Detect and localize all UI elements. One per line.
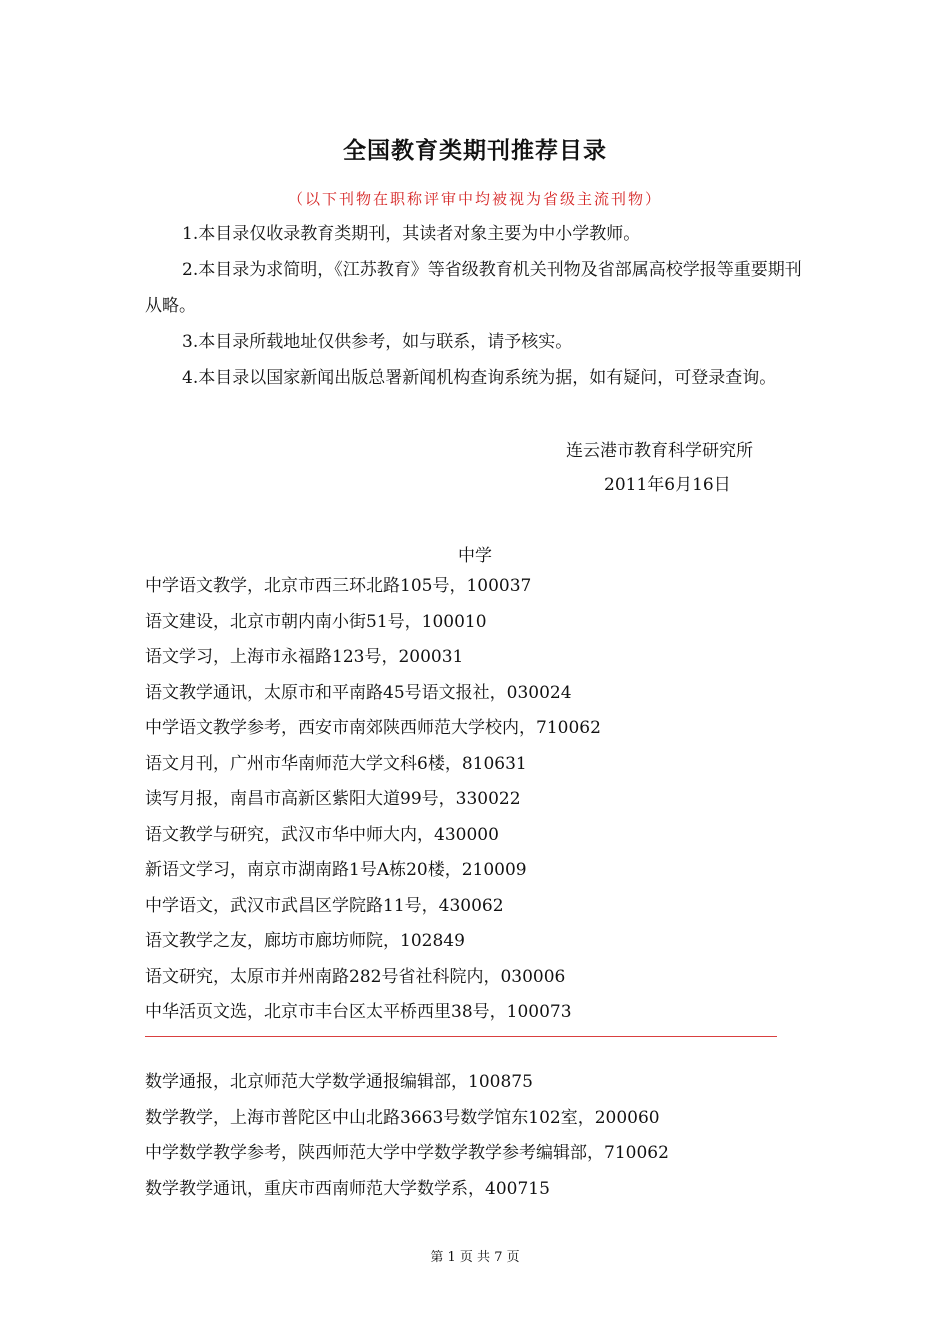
list-item: 数学通报，北京师范大学数学通报编辑部，100875 [145, 1072, 533, 1092]
section-divider [145, 1036, 777, 1037]
signature-organization: 连云港市教育科学研究所 [566, 441, 753, 461]
note-paragraph: 4.本目录以国家新闻出版总署新闻机构查询系统为据，如有疑问，可登录查询。 [182, 368, 777, 388]
list-item: 新语文学习，南京市湖南路1号A栋20楼，210009 [145, 860, 527, 880]
list-item: 语文教学通讯，太原市和平南路45号语文报社，030024 [145, 682, 572, 703]
note-paragraph: 2.本目录为求简明，《江苏教育》等省级教育机关刊物及省部属高校学报等重要期刊从略。 [145, 260, 802, 316]
note-paragraph: 1.本目录仅收录教育类期刊，其读者对象主要为中小学教师。 [182, 224, 641, 244]
list-item: 中学语文教学参考，西安市南郊陕西师范大学校内，710062 [145, 718, 601, 738]
list-item: 语文学习，上海市永福路123号，200031 [145, 647, 464, 667]
page-subtitle: （以下刊物在职称评审中均被视为省级主流刊物） [287, 190, 662, 208]
page-title: 全国教育类期刊推荐目录 [343, 138, 607, 164]
list-item: 语文建设，北京市朝内南小街51号，100010 [145, 611, 487, 632]
page-footer: 第 1 页 共 7 页 [430, 1250, 520, 1265]
signature-date: 2011年6月16日 [604, 475, 731, 495]
list-item: 数学教学通讯，重庆市西南师范大学数学系，400715 [145, 1178, 550, 1199]
math-journal-list [145, 1065, 810, 1207]
list-item: 语文月刊，广州市华南师范大学文科6楼，810631 [145, 753, 527, 774]
list-item: 中学语文，武汉市武昌区学院路11号，430062 [145, 895, 504, 916]
note-paragraph: 3.本目录所载地址仅供参考，如与联系，请予核实。 [182, 332, 573, 352]
chinese-journal-list [145, 569, 810, 1031]
list-item: 中学数学教学参考，陕西师范大学中学数学教学参考编辑部，710062 [145, 1143, 669, 1163]
list-item: 读写月报，南昌市高新区紫阳大道99号，330022 [145, 789, 521, 809]
list-item: 数学教学，上海市普陀区中山北路3663号数学馆东102室，200060 [145, 1107, 660, 1128]
list-item: 语文教学之友，廊坊市廊坊师院，102849 [145, 931, 465, 951]
list-item: 中学语文教学，北京市西三环北路105号，100037 [145, 576, 532, 596]
list-item: 语文研究，太原市并州南路282号省社科院内，030006 [145, 966, 566, 987]
notes-section [145, 216, 810, 396]
section-heading: 中学 [458, 546, 492, 566]
list-item: 中华活页文选，北京市丰台区太平桥西里38号，100073 [145, 1002, 572, 1022]
list-item: 语文教学与研究，武汉市华中师大内，430000 [145, 824, 499, 845]
